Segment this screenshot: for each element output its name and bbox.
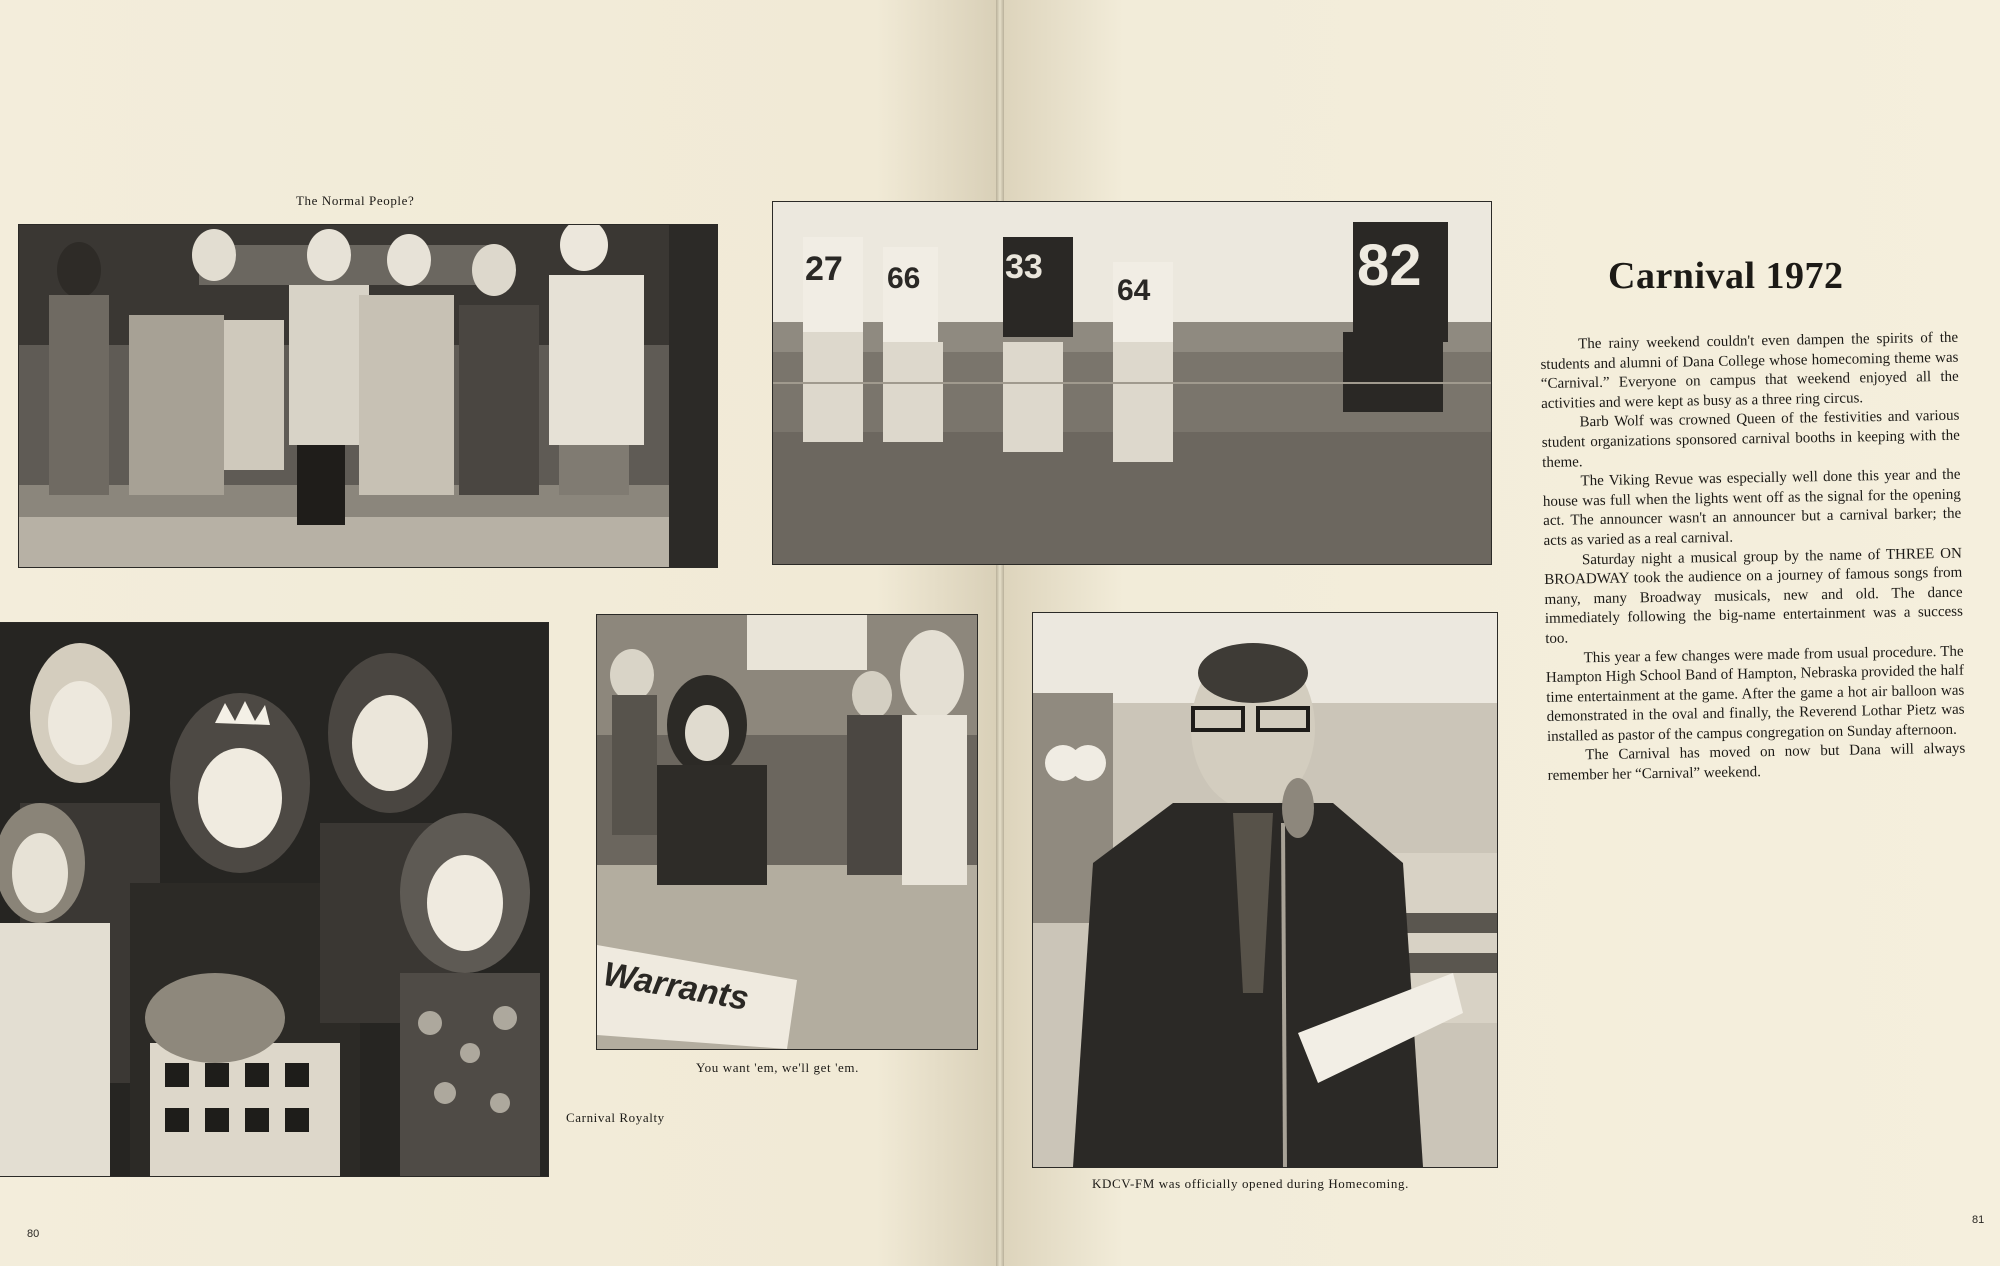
- caption-normal-people: The Normal People?: [296, 193, 415, 208]
- caption-carnival-royalty: Carnival Royalty: [566, 1110, 665, 1125]
- jersey-64: 64: [1117, 274, 1151, 307]
- paragraph: The rainy weekend couldn't even dampen the spirits of the students and alumni of Dana College whose homecoming theme was “Carnival.” Everyone on campus that weekend enjoyed all the activities and were kept as busy as a three ring circus.: [1540, 329, 1959, 412]
- paragraph: Saturday night a musical group by the name of THREE ON BROADWAY took the audience on a journey of famous songs from many, many Broadway musicals, new and old. The dance immediately following the big-name entertainment was a success too.: [1544, 545, 1964, 647]
- paragraph: Barb Wolf was crowned Queen of the festivities and various student organizations sponsored carnival booths in keeping with the theme.: [1541, 408, 1960, 471]
- photo-warrants-booth: [596, 614, 978, 1050]
- book-gutter: [996, 0, 1004, 1266]
- photo-kdcv-announcer: [1032, 612, 1498, 1168]
- jersey-33: 33: [1005, 248, 1043, 286]
- jersey-27: 27: [805, 250, 843, 288]
- paragraph: The Viking Revue was especially well done this year and the house was full when the lights went off as the signal for the opening act. The announcer wasn't an announcer but a carnival barker; the acts as varied as a real carnival.: [1542, 466, 1962, 549]
- caption-kdcv: KDCV-FM was officially opened during Homecoming.: [1092, 1176, 1409, 1191]
- photo-carnival-royalty: [0, 622, 549, 1177]
- page-number-right: 81: [1972, 1214, 1985, 1226]
- photo-normal-people: [18, 224, 718, 568]
- warrants-sign-text: Warrants: [600, 955, 752, 1018]
- photo-football-game: [772, 201, 1492, 565]
- paragraph: The Carnival has moved on now but Dana will always remember her “Carnival” weekend.: [1547, 741, 1966, 784]
- jersey-66: 66: [887, 262, 921, 295]
- page-number-left: 80: [27, 1228, 40, 1240]
- caption-warrants: You want 'em, we'll get 'em.: [696, 1060, 859, 1075]
- jersey-82: 82: [1357, 233, 1422, 298]
- paragraph: This year a few changes were made from usual procedure. The Hampton High School Band of Hampton, Nebraska provided the half time entertainment at the game. After the game a hot air balloon was demonstrated in the oval and finally, the Reverend Lothar Pietz was installed as pastor of the campus congregation on Sunday afternoon.: [1545, 643, 1965, 745]
- article-title: Carnival 1972: [1608, 255, 1844, 297]
- article-body: [1540, 329, 1966, 787]
